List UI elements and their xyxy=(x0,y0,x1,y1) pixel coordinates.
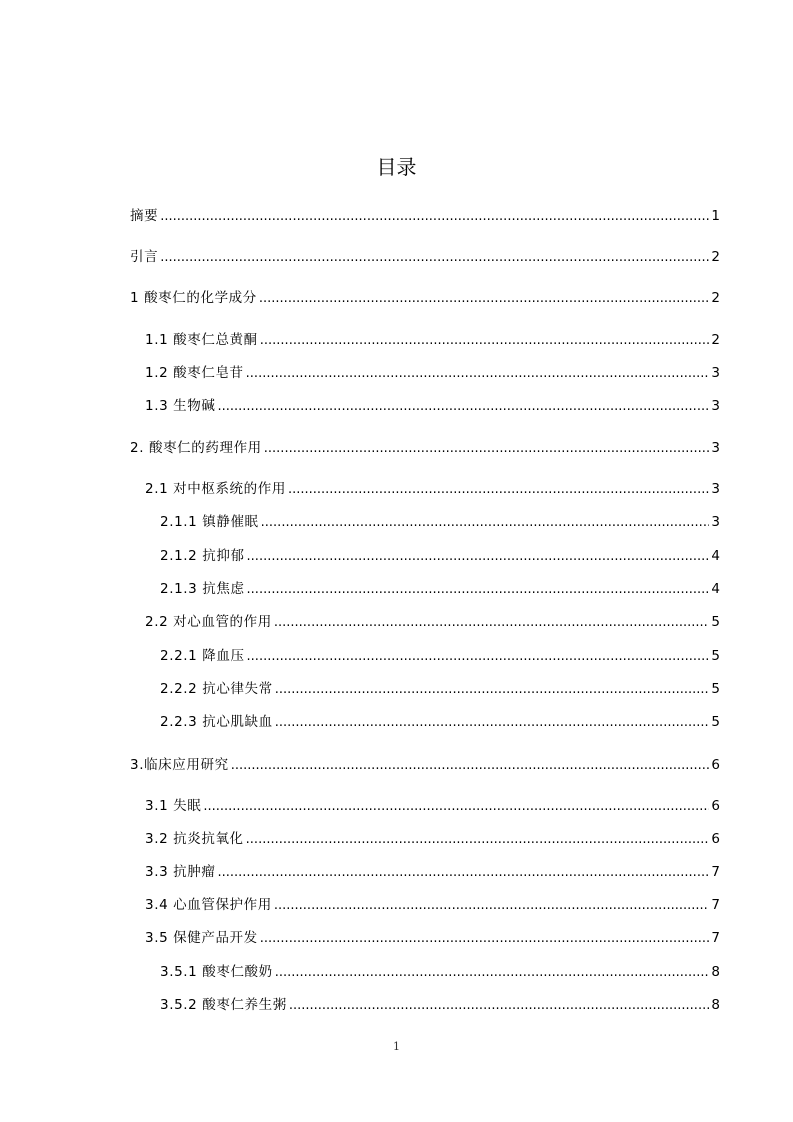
toc-entry-label: 摘要 xyxy=(130,208,159,224)
toc-entry-abstract[interactable] xyxy=(130,206,720,226)
dot-leader xyxy=(289,996,710,1016)
dot-leader xyxy=(264,439,710,459)
toc-entry-label: 引言 xyxy=(130,249,159,265)
dot-leader xyxy=(274,896,710,916)
toc-page-number: 6 xyxy=(711,798,720,814)
toc-page-number: 3 xyxy=(711,398,720,414)
dot-leader xyxy=(261,513,710,533)
toc-entry-3-5-1[interactable] xyxy=(130,962,720,982)
toc-page-number: 3 xyxy=(711,365,720,381)
toc-entry-chapter-2[interactable] xyxy=(130,438,720,458)
toc-entry-label: 1.1 酸枣仁总黄酮 xyxy=(145,332,258,348)
toc-entry-label: 2.2.3 抗心肌缺血 xyxy=(160,714,273,730)
toc-entry-label: 1.2 酸枣仁皂苷 xyxy=(145,365,244,381)
page-number-footer: 1 xyxy=(393,1040,400,1053)
dot-leader xyxy=(246,364,710,384)
toc-page-number: 6 xyxy=(711,831,720,847)
page-title: 目录 xyxy=(376,155,417,179)
toc-entry-label: 1 酸枣仁的化学成分 xyxy=(130,290,257,306)
toc-page-number: 2 xyxy=(711,249,720,265)
toc-entry-label: 2. 酸枣仁的药理作用 xyxy=(130,440,262,456)
toc-page-number: 7 xyxy=(711,864,720,880)
toc-page-number: 3 xyxy=(711,440,720,456)
toc-entry-2-1[interactable] xyxy=(130,479,720,499)
toc-entry-1-2[interactable] xyxy=(130,363,720,383)
toc-page-number: 8 xyxy=(711,997,720,1013)
toc-page-number: 8 xyxy=(711,964,720,980)
dot-leader xyxy=(275,963,710,983)
dot-leader xyxy=(259,289,710,309)
toc-entry-3-5-2[interactable] xyxy=(130,995,720,1015)
dot-leader xyxy=(275,713,710,733)
toc-entry-2-1-2[interactable] xyxy=(130,546,720,566)
toc-entry-label: 2.1 对中枢系统的作用 xyxy=(145,481,286,497)
toc-entry-2-2[interactable] xyxy=(130,612,720,632)
dot-leader xyxy=(217,863,709,883)
toc-entry-label: 2.1.1 镇静催眠 xyxy=(160,514,259,530)
toc-entry-label: 2.1.3 抗焦虑 xyxy=(160,581,245,597)
toc-entry-2-2-2[interactable] xyxy=(130,679,720,699)
dot-leader xyxy=(247,580,710,600)
toc-entry-label: 3.5.1 酸枣仁酸奶 xyxy=(160,964,273,980)
toc-entry-label: 2.1.2 抗抑郁 xyxy=(160,548,245,564)
toc-page-number: 4 xyxy=(711,581,720,597)
toc-page-number: 7 xyxy=(711,897,720,913)
toc-entry-chapter-1[interactable] xyxy=(130,288,720,308)
toc-page-number: 3 xyxy=(711,481,720,497)
toc-entry-3-4[interactable] xyxy=(130,895,720,915)
toc-entry-2-1-3[interactable] xyxy=(130,579,720,599)
dot-leader xyxy=(231,756,710,776)
dot-leader xyxy=(274,613,710,633)
toc-page-number: 5 xyxy=(711,648,720,664)
dot-leader xyxy=(247,547,710,567)
toc-entry-label: 2.2.1 降血压 xyxy=(160,648,245,664)
toc-entry-3-2[interactable] xyxy=(130,829,720,849)
dot-leader xyxy=(160,207,709,227)
toc-entry-chapter-3[interactable] xyxy=(130,755,720,775)
toc-entry-label: 2.2.2 抗心律失常 xyxy=(160,681,273,697)
toc-entry-label: 3.5.2 酸枣仁养生粥 xyxy=(160,997,287,1013)
dot-leader xyxy=(246,830,710,850)
toc-entry-2-1-1[interactable] xyxy=(130,512,720,532)
toc-entry-3-3[interactable] xyxy=(130,862,720,882)
dot-leader xyxy=(203,797,709,817)
toc-entry-3-5[interactable] xyxy=(130,928,720,948)
toc-page-number: 5 xyxy=(711,714,720,730)
toc-entry-1-1[interactable] xyxy=(130,330,720,350)
toc-page-number: 6 xyxy=(711,757,720,773)
toc-entry-label: 2.2 对心血管的作用 xyxy=(145,614,272,630)
dot-leader xyxy=(260,929,710,949)
toc-entry-label: 3.4 心血管保护作用 xyxy=(145,897,272,913)
toc-entry-label: 3.3 抗肿瘤 xyxy=(145,864,216,880)
dot-leader xyxy=(160,248,709,268)
toc-page-number: 7 xyxy=(711,930,720,946)
dot-leader xyxy=(288,480,709,500)
dot-leader xyxy=(260,331,710,351)
toc-page-number: 2 xyxy=(711,290,720,306)
toc-entry-label: 3.1 失眠 xyxy=(145,798,202,814)
toc-entry-2-2-3[interactable] xyxy=(130,712,720,732)
toc-entry-3-1[interactable] xyxy=(130,796,720,816)
dot-leader xyxy=(217,397,709,417)
toc-page-number: 1 xyxy=(711,208,720,224)
toc-entry-label: 1.3 生物碱 xyxy=(145,398,216,414)
toc-page-number: 3 xyxy=(711,514,720,530)
dot-leader xyxy=(247,647,710,667)
toc-entry-2-2-1[interactable] xyxy=(130,646,720,666)
toc-page-number: 5 xyxy=(711,681,720,697)
dot-leader xyxy=(275,680,710,700)
toc-entry-label: 3.临床应用研究 xyxy=(130,757,229,773)
toc-entry-label: 3.5 保健产品开发 xyxy=(145,930,258,946)
toc-page-number: 5 xyxy=(711,614,720,630)
toc-entry-introduction[interactable] xyxy=(130,247,720,267)
toc-entry-label: 3.2 抗炎抗氧化 xyxy=(145,831,244,847)
toc-entry-1-3[interactable] xyxy=(130,396,720,416)
toc-page-number: 4 xyxy=(711,548,720,564)
toc-page-number: 2 xyxy=(711,332,720,348)
